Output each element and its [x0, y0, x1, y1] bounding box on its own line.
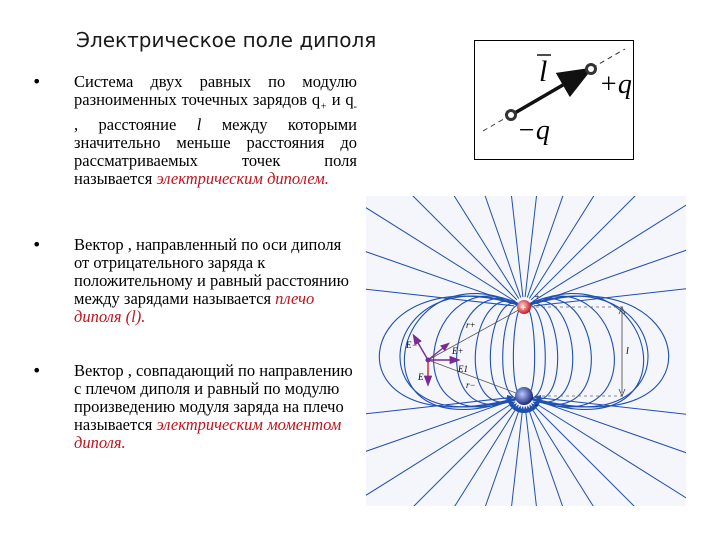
- vector-label-l: l: [539, 55, 548, 88]
- negative-charge-label: −q: [517, 115, 550, 146]
- outer-field-loop: [524, 296, 648, 407]
- field-point: [426, 358, 431, 363]
- vector-E-plus: [428, 344, 448, 360]
- radial-field-line-bottom: [528, 407, 590, 506]
- positive-charge-sign: +: [520, 302, 527, 314]
- radial-field-line-top: [458, 196, 521, 298]
- radial-field-line-top: [531, 196, 665, 300]
- radial-field-line-bottom: [383, 404, 516, 506]
- bullet-dipole-moment: [32, 362, 357, 452]
- radial-field-line-top: [527, 196, 590, 298]
- bullet-dipole-arm: [32, 236, 357, 326]
- label-r-minus: r−: [466, 380, 476, 390]
- radial-field-line-bottom: [502, 408, 523, 506]
- label-l: l: [626, 346, 629, 357]
- label-E-minus: E−: [406, 340, 418, 350]
- term-dipole-arm: плечо диполя (l).: [74, 289, 315, 326]
- dipole-vector-svg: [475, 41, 632, 158]
- field-line: [524, 303, 558, 400]
- radial-field-line-bottom: [534, 402, 686, 502]
- radial-field-line-top: [366, 241, 515, 304]
- bullet-symbol: •: [32, 235, 42, 254]
- bullet-text: Система двух равных по модулю разноименных точечных зарядов $q_+$ и $q_-$ , расстояние l между которыми значительно меньше расстояния до рассматриваемых точек поля называется электрическим диполем.: [74, 72, 357, 189]
- label-q-plus: +: [534, 292, 541, 302]
- radial-field-line-bottom: [458, 407, 520, 506]
- term-dipole-moment: электрическим моментом диполя.: [74, 415, 342, 452]
- bullet-text: Вектор , совпадающий по направлению с плечом диполя и равный по модулю произведению модуля заряда на плечо называется электрическим моментом диполя.: [74, 361, 353, 452]
- field-lines-group: [366, 196, 686, 506]
- label-r-plus: r+: [466, 320, 476, 330]
- arm-vector-arrow: [513, 71, 587, 114]
- bullet-dipole-definition: [32, 73, 357, 188]
- bullet-symbol: •: [32, 72, 42, 91]
- bullet-text: Вектор , направленный по оси диполя от отрицательного заряда к положительному и равный расстоянию между зарядами называется плечо диполя (l).: [74, 235, 349, 326]
- label-q-minus: −: [534, 400, 541, 410]
- label-E: E: [418, 372, 424, 382]
- slide-title: Электрическое поле диполя: [76, 28, 377, 52]
- radial-field-line-bottom: [525, 408, 546, 506]
- positive-charge-inner: [588, 66, 594, 72]
- term-electric-dipole: электрическим диполем.: [156, 169, 329, 189]
- bullet-symbol: •: [32, 361, 42, 380]
- negative-charge-inner: [508, 112, 514, 118]
- field-lines-svg: [366, 196, 686, 506]
- radial-field-line-bottom: [366, 400, 513, 462]
- dipole-field-lines-diagram: [366, 196, 686, 506]
- label-E1: E1: [458, 364, 468, 374]
- dipole-vector-diagram: [474, 40, 634, 160]
- field-line: [524, 306, 535, 396]
- radial-field-line-top: [533, 241, 686, 304]
- radial-field-line-top: [525, 196, 546, 297]
- label-E-plus: E+: [452, 346, 464, 356]
- radial-field-line-top: [383, 196, 517, 300]
- field-line: [513, 306, 524, 396]
- positive-charge-label: +q: [599, 69, 632, 100]
- radial-field-line-top: [366, 201, 516, 302]
- radial-field-line-top: [502, 196, 523, 297]
- negative-charge: [515, 387, 533, 405]
- radial-field-line-bottom: [535, 400, 686, 462]
- radial-field-line-bottom: [532, 404, 665, 506]
